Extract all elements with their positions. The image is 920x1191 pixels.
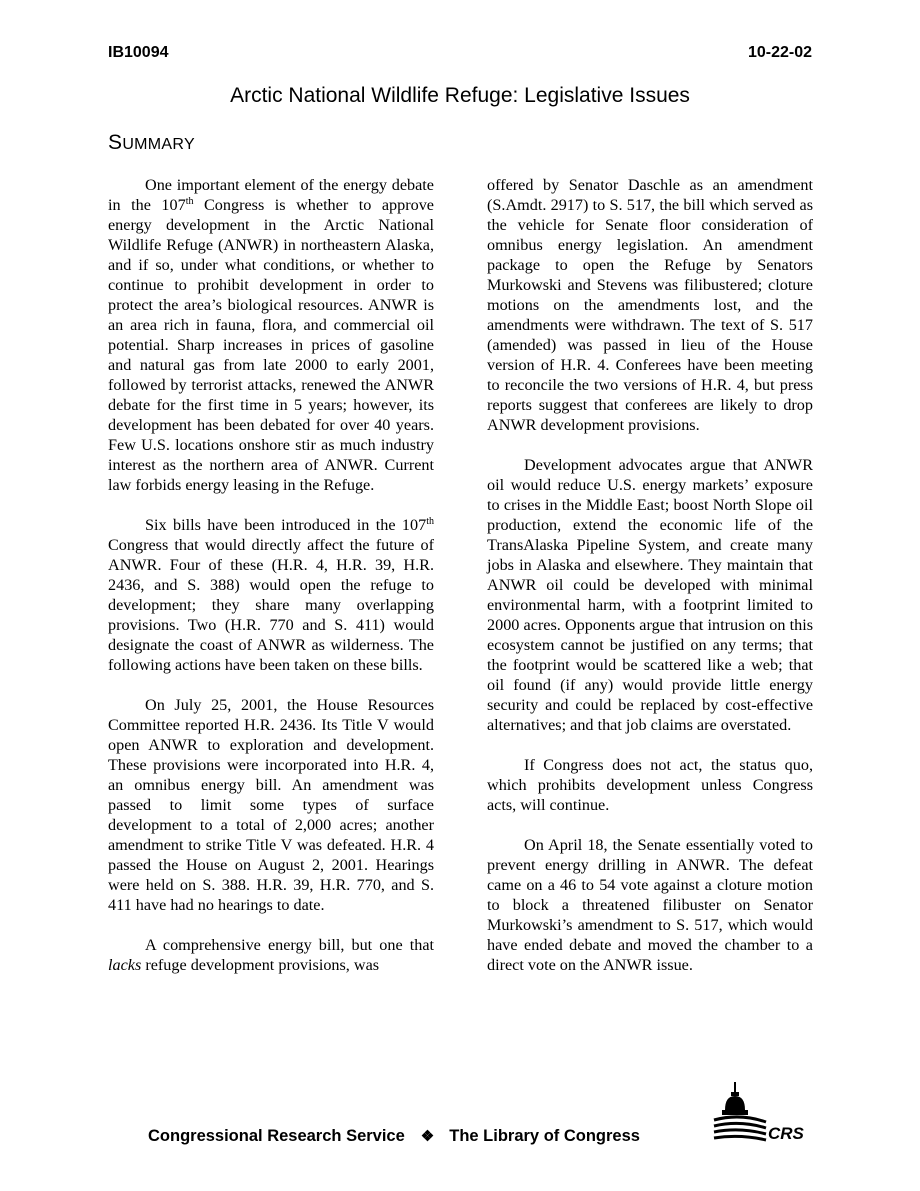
- paragraph-text: Congress is whether to approve energy development in the Arctic National Wildlife Refuge (ANWR) in northeastern Alaska, and if so, under what conditions, or whether to continue to prohibit development in order to protect the area’s biological resources. ANWR is an area rich in fauna, flora, and commercial oil potential. Sharp increases in prices of gasoline and natural gas from late 2000 to early 2001, followed by terrorist attacks, renewed the ANWR debate for the first time in 5 years; however, its development has been debated for over 40 years. Few U.S. locations onshore stir as much industry interest as the northern area of ANWR. Current law forbids energy leasing in the Refuge.: [108, 196, 434, 494]
- paragraph-text: One important element of the energy debate in the 107: [108, 176, 434, 214]
- paragraph-text: refuge development provisions, was: [141, 956, 380, 974]
- paragraph-comprehensive-bill: [108, 935, 434, 975]
- document-title: Arctic National Wildlife Refuge: Legislative Issues: [230, 84, 690, 107]
- crs-logo-text: CRS: [768, 1124, 804, 1143]
- crs-capitol-logo: [712, 1080, 812, 1150]
- paragraph-six-bills: [108, 515, 434, 675]
- footer-library: The Library of Congress: [449, 1127, 640, 1145]
- paragraph-status-quo: If Congress does not act, the status quo, which prohibits development unless Congress acts, will continue.: [487, 756, 813, 814]
- section-heading-summary: [108, 131, 195, 155]
- paragraph-house-action: On July 25, 2001, the House Resources Committee reported H.R. 2436. Its Title V would open ANWR to exploration and development. These provisions were incorporated into H.R. 4, an omnibus energy bill. An amendment was passed to limit some types of surface development to a total of 2,000 acres; another amendment to strike Title V was defeated. H.R. 4 passed the House on August 2, 2001. Hearings were held on S. 388. H.R. 39, H.R. 770, and S. 411 have had no hearings to date.: [108, 696, 434, 914]
- right-column: [487, 175, 813, 995]
- paragraph-senate-amendment: offered by Senator Daschle as an amendment (S.Amdt. 2917) to S. 517, the bill which served as the vehicle for Senate floor consideration of omnibus energy legislation. An amendment package to open the Refuge by Senators Murkowski and Stevens was filibustered; cloture motions on the amendments lost, and the amendments were withdrawn. The text of S. 517 (amended) was passed in lieu of the House version of H.R. 4. Conferees have been meeting to reconcile the two versions of H.R. 4, but press reports suggest that conferees are likely to drop ANWR development provisions.: [487, 176, 813, 434]
- left-column: [108, 175, 434, 995]
- heading-rest: UMMARY: [122, 136, 195, 153]
- superscript: th: [426, 516, 434, 527]
- paragraph-text: Six bills have been introduced in the 107: [145, 516, 427, 534]
- paragraph-april-vote: On April 18, the Senate essentially voted to prevent energy drilling in ANWR. The defeat came on a 46 to 54 vote against a cloture motion to block a threatened filibuster on Senator Murkowski’s amendment to S. 517, which would have ended debate and moved the chamber to a direct vote on the ANWR issue.: [487, 836, 813, 974]
- paragraph-text: Congress that would directly affect the future of ANWR. Four of these (H.R. 4, H.R. 39, H.R. 2436, and S. 388) would open the refuge to development; they share many overlapping provisions. Two (H.R. 770 and S. 411) would designate the coast of ANWR as wilderness. The following actions have been taken on these bills.: [108, 536, 434, 674]
- paragraph-energy-debate: [108, 175, 434, 495]
- report-number: IB10094: [108, 44, 169, 61]
- paragraph-text: A comprehensive energy bill, but one that: [145, 936, 434, 954]
- paragraph-advocates-opponents: Development advocates argue that ANWR oil would reduce U.S. energy markets’ exposure to crises in the Middle East; boost North Slope oil production, extend the economic life of the TransAlaska Pipeline System, and create many jobs in Alaska and elsewhere. They maintain that ANWR oil could be developed with minimal environmental harm, with a footprint limited to 2000 acres. Opponents argue that intrusion on this ecosystem cannot be justified on any terms; that the footprint would be scattered like a web; that oil found (if any) would provide little energy security and could be replaced by cost-effective alternatives; and that job claims are overstated.: [487, 456, 813, 734]
- report-date: 10-22-02: [747, 44, 812, 61]
- footer-separator-icon: ❖: [420, 1128, 435, 1145]
- heading-initial: S: [108, 131, 123, 154]
- footer: [148, 1127, 640, 1146]
- footer-crs: Congressional Research Service: [148, 1127, 405, 1145]
- emphasis-text: lacks: [108, 956, 142, 974]
- superscript: th: [185, 196, 194, 207]
